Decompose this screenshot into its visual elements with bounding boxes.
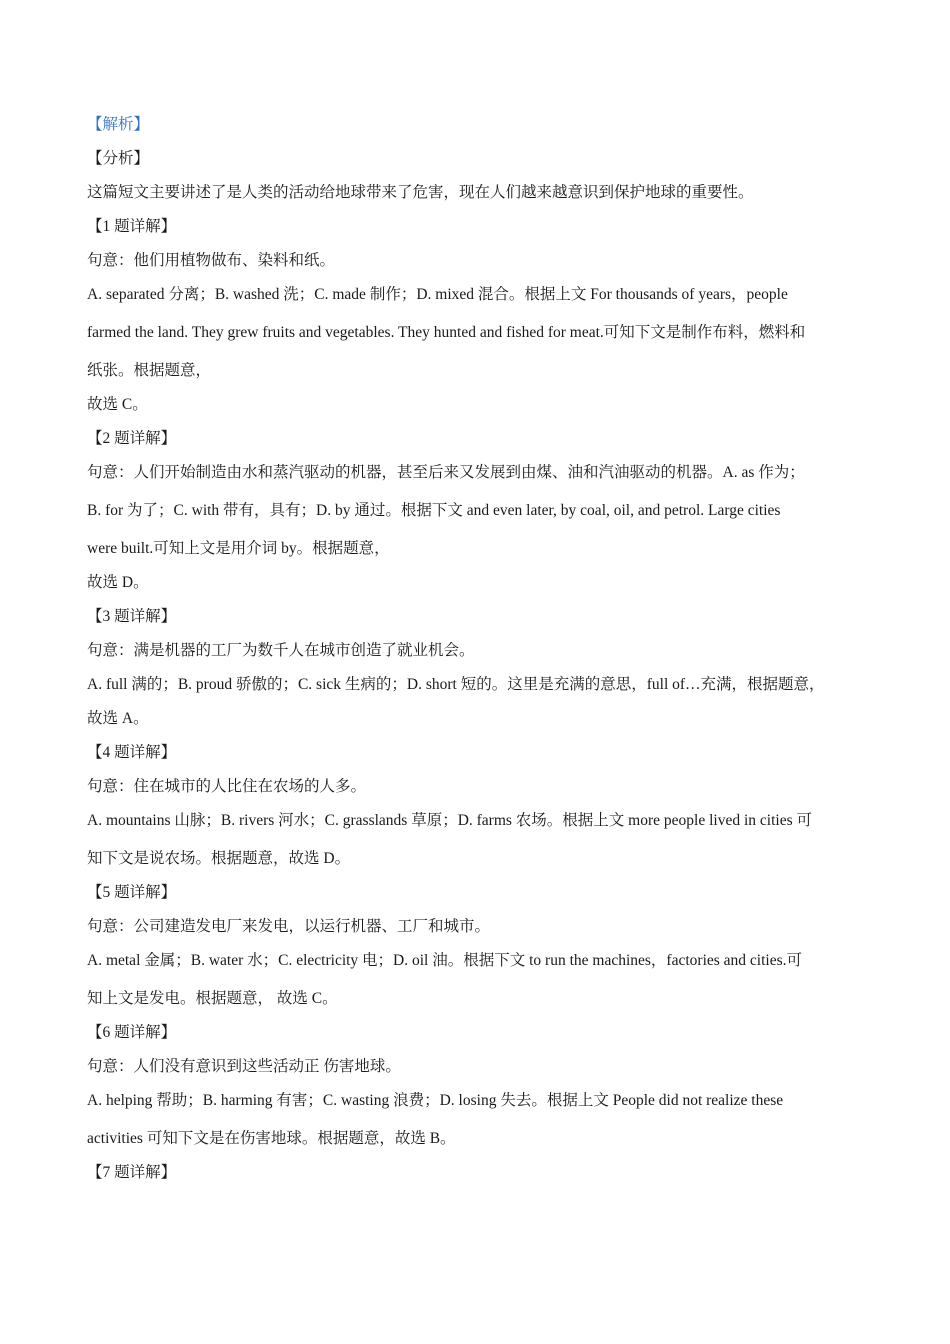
question-5-line-2: 知上文是发电。根据题意， 故选 C。 bbox=[87, 990, 338, 1007]
question-2-meaning: 句意：人们开始制造由水和蒸汽驱动的机器，甚至后来又发展到由煤、油和汽油驱动的机器。A. as 作为； bbox=[87, 464, 805, 481]
question-3-heading: 【3 题详解】 bbox=[87, 608, 177, 625]
question-4-line-2: 知下文是说农场。根据题意，故选 D。 bbox=[87, 850, 351, 867]
question-2-answer: 故选 D。 bbox=[87, 574, 149, 591]
question-7-heading: 【7 题详解】 bbox=[87, 1164, 177, 1181]
question-1-line-2: farmed the land. They grew fruits and vegetables. They hunted and fished for meat.可知下文是制作布料，燃料和 bbox=[87, 324, 806, 341]
question-4-heading: 【4 题详解】 bbox=[87, 744, 177, 761]
question-2-line-1: B. for 为了；C. with 带有，具有；D. by 通过。根据下文 and even later, by coal, oil, and petrol. Large cities bbox=[87, 502, 781, 519]
question-1-line-3: 纸张。根据题意， bbox=[87, 362, 212, 379]
question-1-heading: 【1 题详解】 bbox=[87, 218, 177, 235]
question-5-explanation bbox=[87, 881, 877, 1010]
question-6-options bbox=[87, 1089, 877, 1150]
question-3-meaning: 句意：满是机器的工厂为数千人在城市创造了就业机会。 bbox=[87, 642, 475, 659]
question-2-heading: 【2 题详解】 bbox=[87, 430, 177, 447]
question-3-line-1: A. full 满的；B. proud 骄傲的；C. sick 生病的；D. short 短的。这里是充满的意思，full of…充满，根据题意， bbox=[87, 676, 825, 693]
question-1-options bbox=[87, 283, 877, 382]
analysis-heading: 【解析】 bbox=[87, 116, 150, 133]
question-4-options bbox=[87, 809, 877, 870]
question-4-line-1: A. mountains 山脉；B. rivers 河水；C. grasslands 草原；D. farms 农场。根据上文 more people lived in cities 可 bbox=[87, 812, 812, 829]
question-1-line-1: A. separated 分离；B. washed 洗；C. made 制作；D. mixed 混合。根据上文 For thousands of years，people bbox=[87, 286, 788, 303]
question-2-explanation bbox=[87, 427, 877, 594]
question-2-options bbox=[87, 461, 877, 560]
question-3-answer: 故选 A。 bbox=[87, 710, 149, 727]
question-1-meaning: 句意：他们用植物做布、染料和纸。 bbox=[87, 252, 336, 269]
question-7-explanation bbox=[87, 1161, 877, 1184]
question-6-heading: 【6 题详解】 bbox=[87, 1024, 177, 1041]
question-5-meaning: 句意：公司建造发电厂来发电，以运行机器、工厂和城市。 bbox=[87, 918, 491, 935]
question-6-line-2: activities 可知下文是在伤害地球。根据题意，故选 B。 bbox=[87, 1130, 456, 1147]
question-5-options bbox=[87, 949, 877, 1010]
question-4-explanation bbox=[87, 741, 877, 870]
question-4-meaning: 句意：住在城市的人比住在农场的人多。 bbox=[87, 778, 367, 795]
question-3-options bbox=[87, 673, 877, 696]
analysis-subheading: 【分析】 bbox=[87, 150, 150, 167]
question-6-line-1: A. helping 帮助；B. harming 有害；C. wasting 浪费；D. losing 失去。根据上文 People did not realize these bbox=[87, 1092, 784, 1109]
passage-summary: 这篇短文主要讲述了是人类的活动给地球带来了危害，现在人们越来越意识到保护地球的重要性。 bbox=[87, 184, 754, 201]
question-2-line-2: were built.可知上文是用介词 by。根据题意， bbox=[87, 540, 390, 557]
question-5-heading: 【5 题详解】 bbox=[87, 884, 177, 901]
question-3-explanation bbox=[87, 605, 877, 730]
question-1-answer: 故选 C。 bbox=[87, 396, 148, 413]
question-1-explanation bbox=[87, 215, 877, 416]
question-6-meaning: 句意：人们没有意识到这些活动正 伤害地球。 bbox=[87, 1058, 401, 1075]
question-6-explanation bbox=[87, 1021, 877, 1150]
document-page bbox=[87, 113, 877, 1195]
question-5-line-1: A. metal 金属；B. water 水；C. electricity 电；D. oil 油。根据下文 to run the machines，factories and cities.可 bbox=[87, 952, 802, 969]
